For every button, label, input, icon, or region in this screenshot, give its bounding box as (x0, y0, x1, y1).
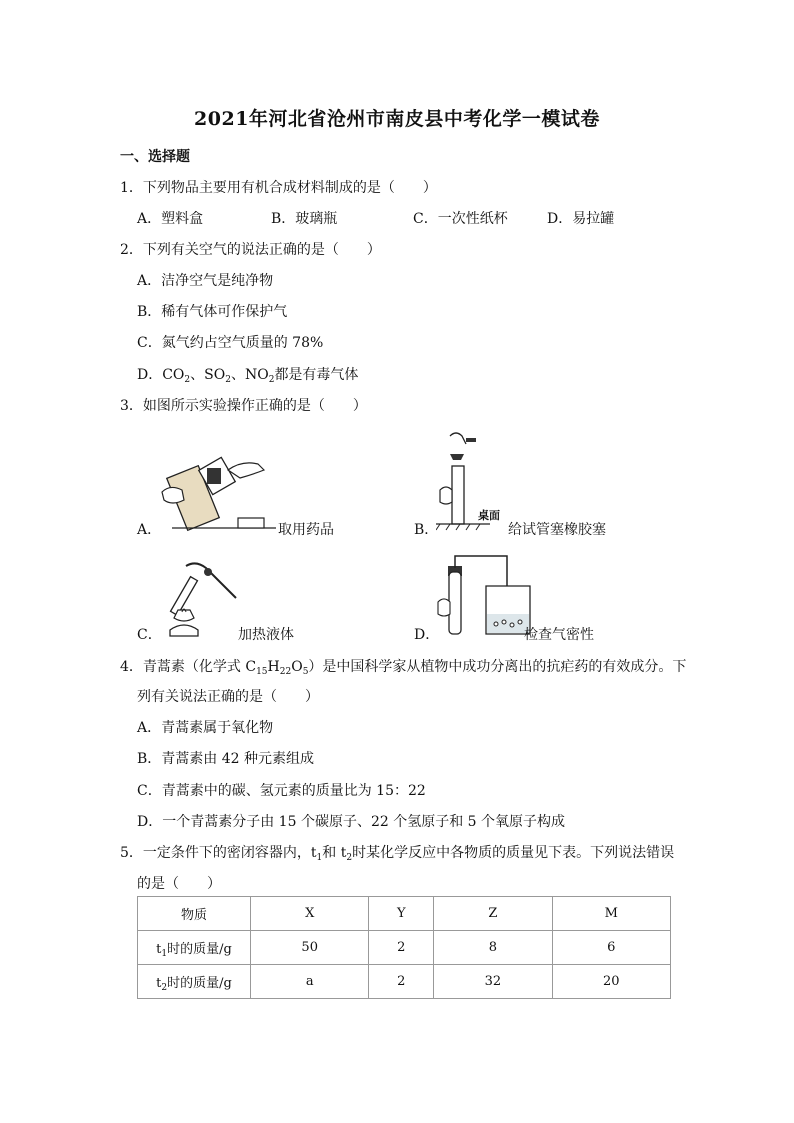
table-cell: 32 (434, 965, 552, 999)
table-cell: $t_1$时的质量/g (138, 931, 251, 965)
figure-a-taking-reagent (158, 452, 278, 532)
q3-caption-d: 检查气密性 (524, 627, 594, 643)
q2-option-c: C．氮气约占空气质量的 78% (137, 335, 324, 351)
table-cell: 20 (552, 965, 670, 999)
table-cell: 物质 (138, 897, 251, 931)
table-row (138, 965, 671, 999)
q3-caption-c: 加热液体 (238, 627, 294, 643)
table-header-row (138, 897, 671, 931)
q4-option-b: B．青蒿素由 42 种元素组成 (137, 751, 315, 767)
q3-desk-label: 桌面 (478, 509, 500, 522)
page-title: 2021年河北省沧州市南皮县中考化学一模试卷 (194, 108, 600, 130)
q3-stem: 3．如图所示实验操作正确的是（ ） (120, 398, 367, 414)
q4-option-c: C．青蒿素中的碳、氢元素的质量比为 15：22 (137, 783, 426, 799)
q3-caption-b: 给试管塞橡胶塞 (508, 522, 606, 538)
table-row (138, 931, 671, 965)
q4-stem-line2: 列有关说法正确的是（ ） (137, 689, 319, 705)
q2-option-b: B．稀有气体可作保护气 (137, 304, 288, 320)
q1-option-b: B．玻璃瓶 (271, 211, 338, 227)
table-cell: X (251, 897, 369, 931)
q5-stem: 5．一定条件下的密闭容器内，$t_1$和 $t_2$时某化学反应中各物质的质量见下表。下列说法错误 (120, 845, 675, 863)
figure-d-airtightness (436, 552, 536, 640)
q3-label-b: B． (414, 522, 439, 538)
q3-label-d: D． (414, 627, 440, 643)
table-cell: Y (369, 897, 434, 931)
table-cell: 2 (369, 931, 434, 965)
beaker-icon (436, 552, 536, 640)
alcohol-lamp-icon (160, 560, 238, 640)
q3-label-a: A． (137, 522, 162, 538)
q2-stem: 2．下列有关空气的说法正确的是（ ） (120, 242, 381, 258)
q3-caption-a: 取用药品 (278, 522, 334, 538)
mass-table (137, 896, 671, 999)
q1-option-c: C．一次性纸杯 (413, 211, 508, 227)
q5-stem-line2: 的是（ ） (137, 876, 221, 892)
q4-option-a: A．青蒿素属于氧化物 (137, 720, 274, 736)
q1-option-d: D．易拉罐 (547, 211, 615, 227)
q2-option-d: D．$CO_2$、$SO_2$、$NO_2$都是有毒气体 (137, 367, 359, 385)
table-cell: 8 (434, 931, 552, 965)
q4-stem: 4．青蒿素（化学式 $C_{15}H_{22}O_5$）是中国科学家从植物中成功分离出的抗疟药的有效成分。下 (120, 659, 687, 677)
q3-label-c: C． (137, 627, 162, 643)
q1-option-a: A．塑料盒 (137, 211, 204, 227)
table-cell: M (552, 897, 670, 931)
q1-stem: 1．下列物品主要用有机合成材料制成的是（ ） (120, 180, 437, 196)
section-heading: 一、选择题 (120, 149, 190, 165)
table-cell: 6 (552, 931, 670, 965)
q2-option-a: A．洁净空气是纯净物 (137, 273, 274, 289)
table-cell: 2 (369, 965, 434, 999)
table-cell: Z (434, 897, 552, 931)
q4-option-d: D．一个青蒿素分子由 15 个碳原子、22 个氢原子和 5 个氧原子构成 (137, 814, 566, 830)
reagent-bottle-icon (158, 452, 278, 532)
table-cell: $t_2$时的质量/g (138, 965, 251, 999)
table-cell: a (251, 965, 369, 999)
figure-c-heating (160, 560, 238, 640)
table-cell: 50 (251, 931, 369, 965)
